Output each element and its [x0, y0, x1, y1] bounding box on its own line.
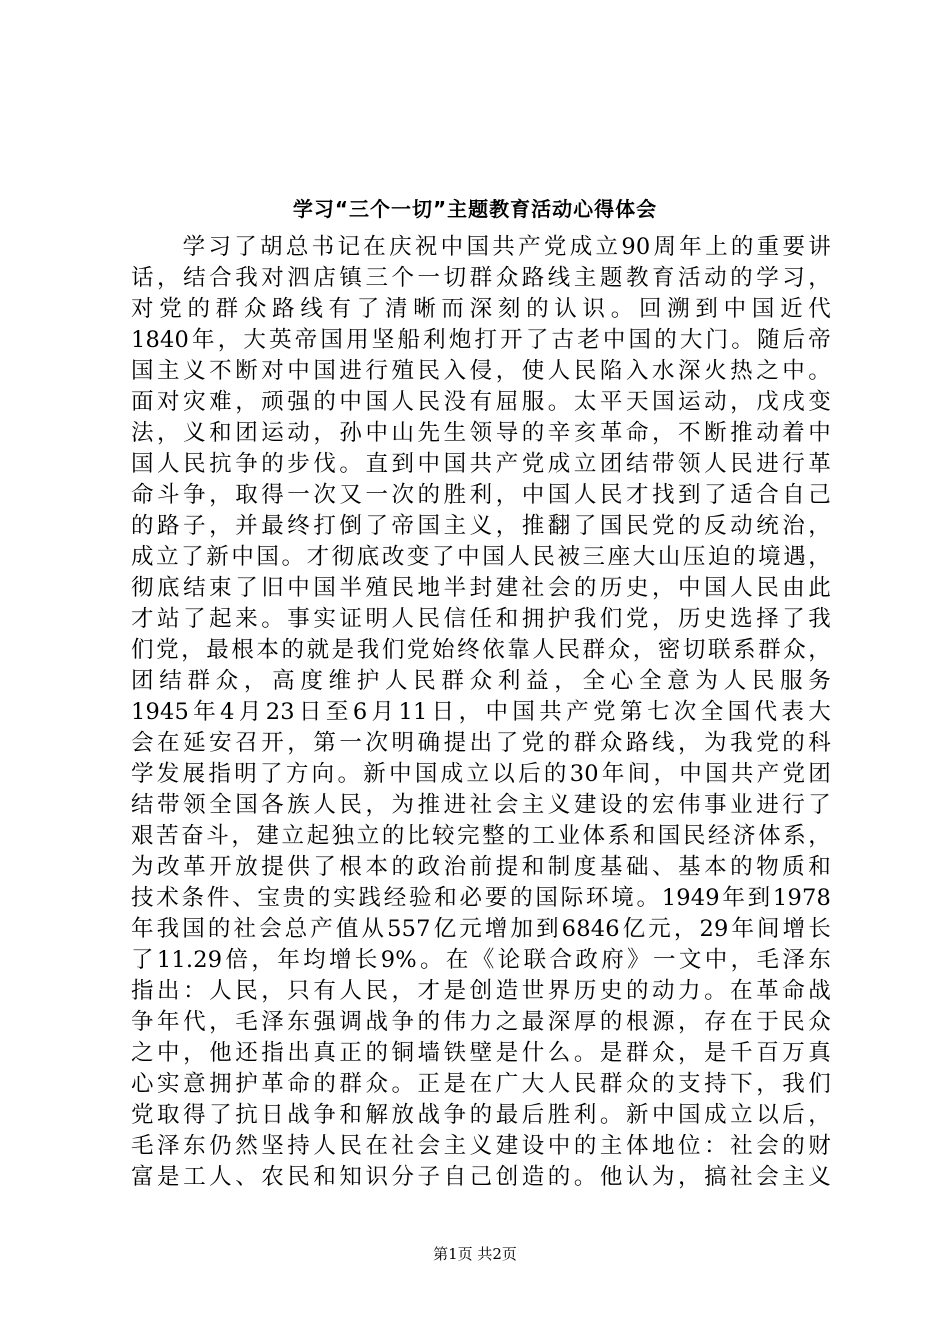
body-line: 指出：人民，只有人民，才是创造世界历史的动力。在革命战 — [131, 978, 831, 1004]
body-line: 1945年4月23日至6月11日，中国共产党第七次全国代表大 — [131, 699, 831, 725]
body-line: 们党，最根本的就是我们党始终依靠人民群众，密切联系群众， — [131, 637, 831, 663]
body-line: 了11.29倍，年均增长9%。在《论联合政府》一文中，毛泽东 — [131, 947, 831, 973]
body-line: 面对灾难，顽强的中国人民没有屈服。太平天国运动，戊戌变 — [131, 389, 831, 415]
body-line: 1840年，大英帝国用坚船利炮打开了古老中国的大门。随后帝 — [131, 327, 831, 353]
body-line: 命斗争，取得一次又一次的胜利，中国人民才找到了适合自己 — [131, 482, 831, 508]
body-line: 毛泽东仍然坚持人民在社会主义建设中的主体地位：社会的财 — [131, 1133, 831, 1159]
document-body — [131, 232, 831, 1193]
body-line: 技术条件、宝贵的实践经验和必要的国际环境。1949年到1978 — [131, 885, 831, 911]
page-number-footer: 第1页 共2页 — [433, 1245, 517, 1263]
body-line: 法，义和团运动，孙中山先生领导的辛亥革命，不断推动着中 — [131, 420, 831, 446]
body-line: 党取得了抗日战争和解放战争的最后胜利。新中国成立以后， — [131, 1102, 831, 1128]
document-title: 学习“三个一切”主题教育活动心得体会 — [292, 197, 658, 221]
body-line: 国人民抗争的步伐。直到中国共产党成立团结带领人民进行革 — [131, 451, 831, 477]
body-line: 争年代，毛泽东强调战争的伟力之最深厚的根源，存在于民众 — [131, 1009, 831, 1035]
body-line: 团结群众，高度维护人民群众利益，全心全意为人民服务 — [131, 668, 831, 694]
body-line: 年我国的社会总产值从557亿元增加到6846亿元，29年间增长 — [131, 916, 831, 942]
body-line: 为改革开放提供了根本的政治前提和制度基础、基本的物质和 — [131, 854, 831, 880]
body-line: 对党的群众路线有了清晰而深刻的认识。回溯到中国近代 — [131, 296, 831, 322]
body-line: 国主义不断对中国进行殖民入侵，使人民陷入水深火热之中。 — [131, 358, 831, 384]
body-line: 富是工人、农民和知识分子自己创造的。他认为，搞社会主义 — [131, 1164, 831, 1190]
body-line: 才站了起来。事实证明人民信任和拥护我们党，历史选择了我 — [131, 606, 831, 632]
body-line: 学习了胡总书记在庆祝中国共产党成立90周年上的重要讲 — [131, 234, 831, 260]
body-line: 的路子，并最终打倒了帝国主义，推翻了国民党的反动统治， — [131, 513, 831, 539]
body-line: 结带领全国各族人民，为推进社会主义建设的宏伟事业进行了 — [131, 792, 831, 818]
body-line: 艰苦奋斗，建立起独立的比较完整的工业体系和国民经济体系， — [131, 823, 831, 849]
body-line: 成立了新中国。才彻底改变了中国人民被三座大山压迫的境遇， — [131, 544, 831, 570]
body-line: 彻底结束了旧中国半殖民地半封建社会的历史，中国人民由此 — [131, 575, 831, 601]
body-line: 之中，他还指出真正的铜墙铁壁是什么。是群众，是千百万真 — [131, 1040, 831, 1066]
body-line: 心实意拥护革命的群众。正是在广大人民群众的支持下，我们 — [131, 1071, 831, 1097]
body-line: 会在延安召开，第一次明确提出了党的群众路线，为我党的科 — [131, 730, 831, 756]
body-line: 话，结合我对泗店镇三个一切群众路线主题教育活动的学习， — [131, 265, 831, 291]
body-line: 学发展指明了方向。新中国成立以后的30年间，中国共产党团 — [131, 761, 831, 787]
